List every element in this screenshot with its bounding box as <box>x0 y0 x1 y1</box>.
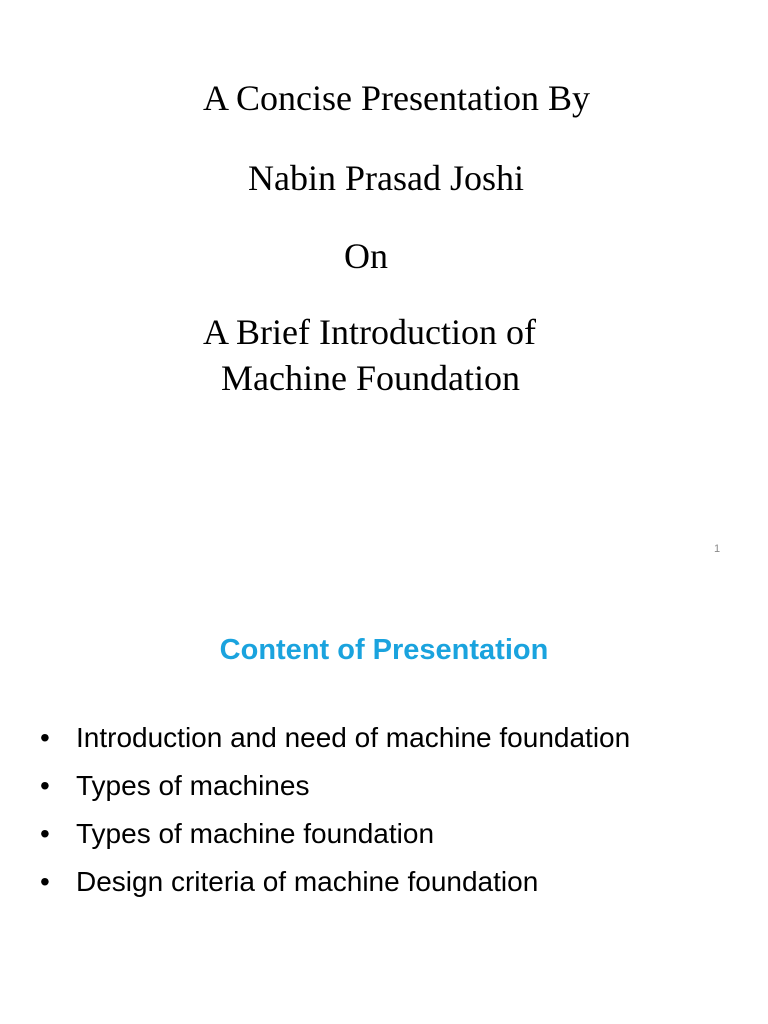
content-title: Content of Presentation <box>219 634 549 666</box>
bullet-text: Types of machine foundation <box>76 818 435 849</box>
bullet-icon: • <box>40 818 50 849</box>
content-slide <box>0 576 768 1024</box>
bullet-icon: • <box>40 722 50 753</box>
topic-line-1: A Brief Introduction of <box>203 312 536 352</box>
author-name: Nabin Prasad Joshi <box>248 158 524 198</box>
presentation-by-heading: A Concise Presentation By <box>203 78 590 118</box>
page-number: 1 <box>714 543 721 555</box>
bullet-icon: • <box>40 770 50 801</box>
bullet-text: Design criteria of machine foundation <box>76 866 539 897</box>
topic-line-2: Machine Foundation <box>221 358 520 398</box>
bullet-icon: • <box>40 866 50 897</box>
on-connector: On <box>344 236 388 276</box>
bullet-text: Types of machines <box>76 770 310 801</box>
bullet-text: Introduction and need of machine foundation <box>76 722 631 753</box>
